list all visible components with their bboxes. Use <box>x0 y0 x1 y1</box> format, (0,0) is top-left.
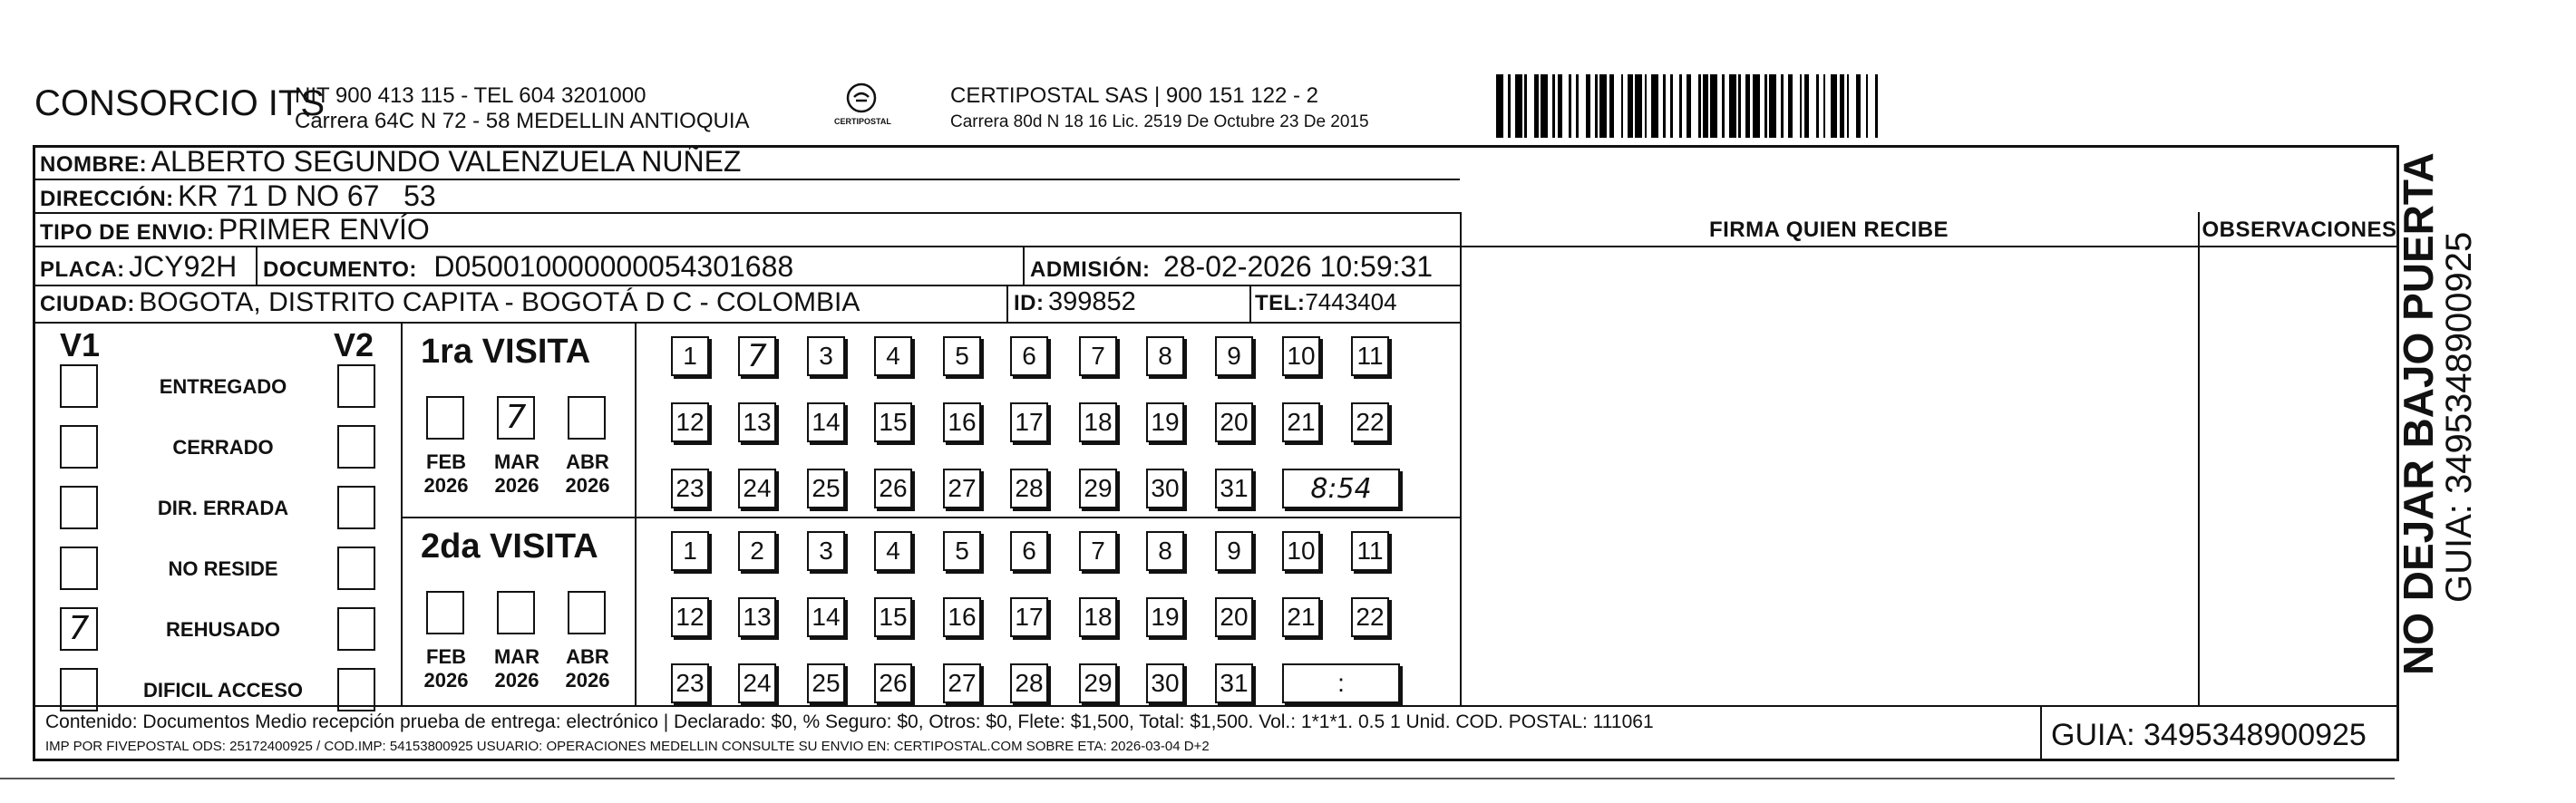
day-number: 16 <box>948 408 977 436</box>
footer-content: Contenido: Documentos Medio recepción prueba de entrega: electrónico | Declarado: $0, % Seguro: $0, Otros: $0, Flete: $1,500, Total: $1,500. Vol.: 1*1*1. 0.5 1 Unid. COD. POSTAL: 111061 <box>45 711 1654 732</box>
day-number: 17 <box>1015 603 1044 631</box>
admision-label: ADMISIÓN: <box>1030 257 1151 282</box>
day-number: 26 <box>879 474 908 502</box>
v2-header: V2 <box>334 326 374 363</box>
barcode-bar <box>1691 74 1698 138</box>
month-label <box>421 645 471 692</box>
day-number: 29 <box>1084 669 1113 697</box>
divider <box>2040 705 2042 761</box>
day-number: 20 <box>1220 603 1249 631</box>
ciudad-value: BOGOTA, DISTRITO CAPITA - BOGOTÁ D C - COLOMBIA <box>139 287 860 317</box>
day-box[interactable] <box>1079 336 1117 376</box>
barcode-bar <box>1793 74 1800 138</box>
month-label <box>421 450 471 498</box>
day-number: 12 <box>676 408 705 436</box>
day-number: 11 <box>1356 537 1384 565</box>
v2-checkbox[interactable] <box>337 547 375 590</box>
barcode-bar <box>1769 74 1776 138</box>
day-box[interactable] <box>1146 531 1184 571</box>
day-box[interactable] <box>1010 469 1048 508</box>
day-number: 14 <box>812 603 841 631</box>
day-number: 10 <box>1287 537 1316 565</box>
day-number: 22 <box>1356 603 1385 631</box>
day-number: 19 <box>1151 603 1180 631</box>
nombre-label: NOMBRE: <box>40 152 148 177</box>
day-box[interactable] <box>943 597 981 637</box>
no-dejar-title: NO DEJAR BAJO PUERTA <box>2395 152 2442 675</box>
day-number: 12 <box>676 603 705 631</box>
day-number: 19 <box>1151 408 1180 436</box>
v2-checkbox[interactable] <box>337 364 375 408</box>
day-box[interactable] <box>874 531 912 571</box>
divider <box>1460 212 1462 705</box>
scan-edge <box>0 778 2395 779</box>
v1-checkbox[interactable] <box>60 486 98 529</box>
day-number: 8 <box>1158 342 1172 370</box>
day-box[interactable] <box>1351 336 1389 376</box>
day-box[interactable] <box>1351 531 1389 571</box>
v2-checkbox[interactable] <box>337 607 375 651</box>
day-box[interactable] <box>738 531 776 571</box>
day-box[interactable] <box>1146 663 1184 703</box>
tipo-label: TIPO DE ENVIO: <box>40 220 215 245</box>
admision-row <box>1030 250 1433 284</box>
status-label: CERRADO <box>172 436 274 459</box>
month-name: ABR <box>566 645 609 668</box>
v2-checkbox[interactable] <box>337 668 375 711</box>
barcode-bar <box>1527 74 1534 138</box>
day-box[interactable] <box>1282 402 1320 442</box>
observaciones-header: OBSERVACIONES <box>2202 218 2397 242</box>
v1-checkbox[interactable] <box>60 547 98 590</box>
day-box[interactable] <box>1079 597 1117 637</box>
day-box[interactable] <box>1079 402 1117 442</box>
direccion-row <box>40 179 436 213</box>
day-box[interactable] <box>943 531 981 571</box>
day-number: 4 <box>886 342 900 370</box>
day-number: 6 <box>1022 537 1036 565</box>
day-box[interactable] <box>1010 597 1048 637</box>
day-number: 30 <box>1151 669 1180 697</box>
placa-label: PLACA: <box>40 257 125 282</box>
day-box[interactable] <box>1010 336 1048 376</box>
day-number: 17 <box>1015 408 1044 436</box>
day-number: 25 <box>812 669 841 697</box>
month-checkbox[interactable] <box>497 591 535 634</box>
handwritten-mark: 7 <box>747 338 767 374</box>
footer-guia: GUIA: 3495348900925 <box>2051 718 2367 752</box>
day-box[interactable] <box>874 402 912 442</box>
day-number: 25 <box>812 474 841 502</box>
day-box[interactable] <box>1215 469 1253 508</box>
day-number: 28 <box>1015 669 1044 697</box>
day-box[interactable] <box>1146 469 1184 508</box>
day-box[interactable] <box>807 531 845 571</box>
day-box[interactable] <box>874 663 912 703</box>
day-number: 20 <box>1220 408 1249 436</box>
day-number: 22 <box>1356 408 1385 436</box>
day-number: 28 <box>1015 474 1044 502</box>
v1-header: V1 <box>60 326 101 363</box>
status-label: DIFICIL ACCESO <box>142 679 303 701</box>
day-box[interactable] <box>1010 663 1048 703</box>
day-number: 4 <box>886 537 900 565</box>
barcode-bar <box>1729 74 1736 138</box>
tipo-value: PRIMER ENVÍO <box>218 213 430 246</box>
logo-icon <box>843 80 880 116</box>
month-name: FEB <box>426 450 466 473</box>
day-number: 23 <box>676 474 705 502</box>
visit-title: 1ra VISITA <box>421 333 591 371</box>
divider <box>1249 285 1251 322</box>
day-number: 21 <box>1287 603 1316 631</box>
day-number: 1 <box>683 342 697 370</box>
day-box[interactable] <box>1079 663 1117 703</box>
time-box[interactable] <box>1282 663 1400 703</box>
day-box[interactable] <box>807 663 845 703</box>
company-name: CONSORCIO ITS <box>34 83 326 123</box>
barcode <box>1496 74 2221 138</box>
day-box[interactable] <box>943 663 981 703</box>
divider <box>401 517 1460 518</box>
month-year: 2026 <box>565 474 610 497</box>
month-label <box>491 645 542 692</box>
id-row <box>1014 287 1136 317</box>
documento-value: D050010000000054301688 <box>433 250 794 283</box>
day-box[interactable] <box>1282 597 1320 637</box>
day-number: 24 <box>743 669 772 697</box>
day-number: 9 <box>1227 342 1241 370</box>
company-address: Carrera 64C N 72 - 58 MEDELLIN ANTIOQUIA <box>295 109 750 133</box>
day-box[interactable] <box>807 469 845 508</box>
day-number: 1 <box>683 537 697 565</box>
barcode-bar <box>1635 74 1642 138</box>
month-label <box>562 645 613 692</box>
day-box[interactable] <box>1282 531 1320 571</box>
nombre-row <box>40 145 741 179</box>
day-box[interactable] <box>1215 597 1253 637</box>
month-year: 2026 <box>565 669 610 692</box>
month-checkbox[interactable] <box>426 591 464 634</box>
day-number: 31 <box>1220 669 1249 697</box>
tipo-row <box>40 213 430 247</box>
day-number: 30 <box>1151 474 1180 502</box>
tel-label: TEL: <box>1255 291 1306 315</box>
day-box[interactable] <box>671 531 709 571</box>
documento-row <box>263 250 793 284</box>
barcode-bar <box>1868 74 1875 138</box>
tel-value: 7443404 <box>1305 288 1397 315</box>
status-label: ENTREGADO <box>159 375 287 398</box>
barcode-bar <box>1673 74 1680 138</box>
day-number: 15 <box>879 603 908 631</box>
day-box[interactable] <box>738 469 776 508</box>
month-checkbox[interactable] <box>497 396 535 440</box>
barcode-bar <box>1849 74 1856 138</box>
month-year: 2026 <box>494 669 540 692</box>
v1-checkbox[interactable] <box>60 364 98 408</box>
handwritten-mark: 7 <box>68 610 90 647</box>
month-year: 2026 <box>423 474 469 497</box>
logo-text: CERTIPOSTAL <box>834 117 891 126</box>
handwritten-mark: 7 <box>505 399 527 436</box>
day-box[interactable] <box>807 336 845 376</box>
month-checkbox[interactable] <box>426 396 464 440</box>
day-box[interactable] <box>671 469 709 508</box>
day-number: 18 <box>1084 603 1113 631</box>
barcode-bar <box>1515 74 1522 138</box>
ciudad-label: CIUDAD: <box>40 292 135 316</box>
status-label: NO RESIDE <box>168 557 278 580</box>
day-number: 18 <box>1084 408 1113 436</box>
day-box[interactable] <box>1079 531 1117 571</box>
day-number: 26 <box>879 669 908 697</box>
day-number: 21 <box>1287 408 1316 436</box>
day-box[interactable] <box>1079 469 1117 508</box>
barcode-bar <box>1496 74 1503 138</box>
v1-checkbox[interactable] <box>60 607 98 651</box>
day-box[interactable] <box>1010 531 1048 571</box>
footer-imp: IMP POR FIVEPOSTAL ODS: 25172400925 / COD.IMP: 54153800925 USUARIO: OPERACIONES MEDELLIN CONSULTE SU ENVIO EN: CERTIPOSTAL.COM SOBRE ETA: 2026-03-04 D+2 <box>45 739 1210 754</box>
admision-value: 28-02-2026 10:59:31 <box>1162 250 1434 283</box>
day-number: 6 <box>1022 342 1036 370</box>
day-box[interactable] <box>671 336 709 376</box>
day-box[interactable] <box>1351 597 1389 637</box>
month-checkbox[interactable] <box>568 396 606 440</box>
day-box[interactable] <box>1215 531 1253 571</box>
day-box[interactable] <box>1146 597 1184 637</box>
day-number: 5 <box>955 342 969 370</box>
day-number: 7 <box>1091 537 1105 565</box>
month-year: 2026 <box>423 669 469 692</box>
day-box[interactable] <box>1282 336 1320 376</box>
month-checkbox[interactable] <box>568 591 606 634</box>
nombre-value: ALBERTO SEGUNDO VALENZUELA NUÑEZ <box>151 145 742 178</box>
status-label: DIR. ERRADA <box>157 497 289 519</box>
day-box[interactable] <box>738 663 776 703</box>
barcode-bar <box>1753 74 1760 138</box>
direccion-label: DIRECCIÓN: <box>40 187 174 211</box>
v1-checkbox[interactable] <box>60 425 98 469</box>
day-number: 27 <box>948 669 977 697</box>
ciudad-row <box>40 287 860 318</box>
month-name: MAR <box>493 645 540 668</box>
day-number: 10 <box>1287 342 1316 370</box>
certipostal-logo <box>834 80 889 126</box>
barcode-bar <box>1541 74 1548 138</box>
divider <box>1006 285 1008 322</box>
day-box[interactable] <box>1215 402 1253 442</box>
day-box[interactable] <box>1215 336 1253 376</box>
divider <box>635 322 637 705</box>
placa-row <box>40 250 237 284</box>
month-name: MAR <box>493 450 540 473</box>
day-box[interactable] <box>874 336 912 376</box>
day-number: 13 <box>743 603 772 631</box>
month-year: 2026 <box>494 474 540 497</box>
day-box[interactable] <box>738 597 776 637</box>
barcode-bar <box>1831 74 1838 138</box>
status-label: REHUSADO <box>166 618 280 641</box>
day-box[interactable] <box>671 597 709 637</box>
day-box[interactable] <box>1146 402 1184 442</box>
divider <box>33 705 2399 707</box>
day-number: 31 <box>1220 474 1249 502</box>
v1-checkbox[interactable] <box>60 668 98 711</box>
time-box[interactable] <box>1282 469 1400 508</box>
day-box[interactable] <box>807 402 845 442</box>
barcode-bar <box>1809 74 1816 138</box>
day-number: 5 <box>955 537 969 565</box>
side-guia: GUIA: 3495348900925 <box>2439 231 2479 603</box>
day-number: 14 <box>812 408 841 436</box>
barcode-bar <box>1878 74 1882 138</box>
barcode-bar <box>1614 74 1621 138</box>
day-box[interactable] <box>738 336 776 376</box>
day-number: 2 <box>750 537 764 565</box>
day-number: 29 <box>1084 474 1113 502</box>
direccion-value: KR 71 D NO 67 53 <box>178 179 436 212</box>
month-name: FEB <box>426 645 466 668</box>
month-name: ABR <box>566 450 609 473</box>
day-box[interactable] <box>807 597 845 637</box>
id-value: 399852 <box>1047 287 1136 316</box>
divider <box>1023 246 1025 285</box>
day-number: 8 <box>1158 537 1172 565</box>
month-label <box>491 450 542 498</box>
barcode-bar <box>1599 74 1607 138</box>
day-box[interactable] <box>671 663 709 703</box>
day-box[interactable] <box>1215 663 1253 703</box>
firma-header: FIRMA QUIEN RECIBE <box>1708 218 1949 242</box>
divider <box>33 322 1460 324</box>
divider <box>2198 212 2200 705</box>
day-number: 3 <box>819 537 833 565</box>
day-box[interactable] <box>738 402 776 442</box>
day-box[interactable] <box>1010 402 1048 442</box>
certipostal-line1: CERTIPOSTAL SAS | 900 151 122 - 2 <box>950 83 1318 108</box>
certipostal-line2: Carrera 80d N 18 16 Lic. 2519 De Octubre 23 De 2015 <box>950 112 1369 131</box>
day-number: 13 <box>743 408 772 436</box>
id-label: ID: <box>1014 291 1045 315</box>
day-number: 27 <box>948 474 977 502</box>
day-box[interactable] <box>943 402 981 442</box>
v2-checkbox[interactable] <box>337 486 375 529</box>
day-box[interactable] <box>1146 336 1184 376</box>
day-number: 16 <box>948 603 977 631</box>
day-number: 9 <box>1227 537 1241 565</box>
day-number: 3 <box>819 342 833 370</box>
tel-row <box>1255 288 1397 316</box>
day-box[interactable] <box>874 597 912 637</box>
day-box[interactable] <box>874 469 912 508</box>
barcode-bar <box>1562 74 1570 138</box>
day-box[interactable] <box>671 402 709 442</box>
day-box[interactable] <box>943 336 981 376</box>
time-value: 8:54 <box>1310 472 1372 505</box>
day-box[interactable] <box>943 469 981 508</box>
day-number: 24 <box>743 474 772 502</box>
day-number: 7 <box>1091 342 1105 370</box>
barcode-bar <box>1710 74 1717 138</box>
divider <box>401 322 403 705</box>
divider <box>256 246 258 285</box>
day-number: 23 <box>676 669 705 697</box>
month-label <box>562 450 613 498</box>
company-nit: NIT 900 413 115 - TEL 604 3201000 <box>295 83 646 108</box>
day-number: 15 <box>879 408 908 436</box>
barcode-bar <box>1651 74 1658 138</box>
divider <box>33 285 1460 286</box>
v2-checkbox[interactable] <box>337 425 375 469</box>
barcode-bar <box>1579 74 1586 138</box>
time-value: : <box>1337 669 1345 697</box>
day-number: 11 <box>1356 342 1384 370</box>
documento-label: DOCUMENTO: <box>263 257 417 282</box>
visit-title: 2da VISITA <box>421 527 598 566</box>
day-box[interactable] <box>1351 402 1389 442</box>
placa-value: JCY92H <box>129 250 238 283</box>
